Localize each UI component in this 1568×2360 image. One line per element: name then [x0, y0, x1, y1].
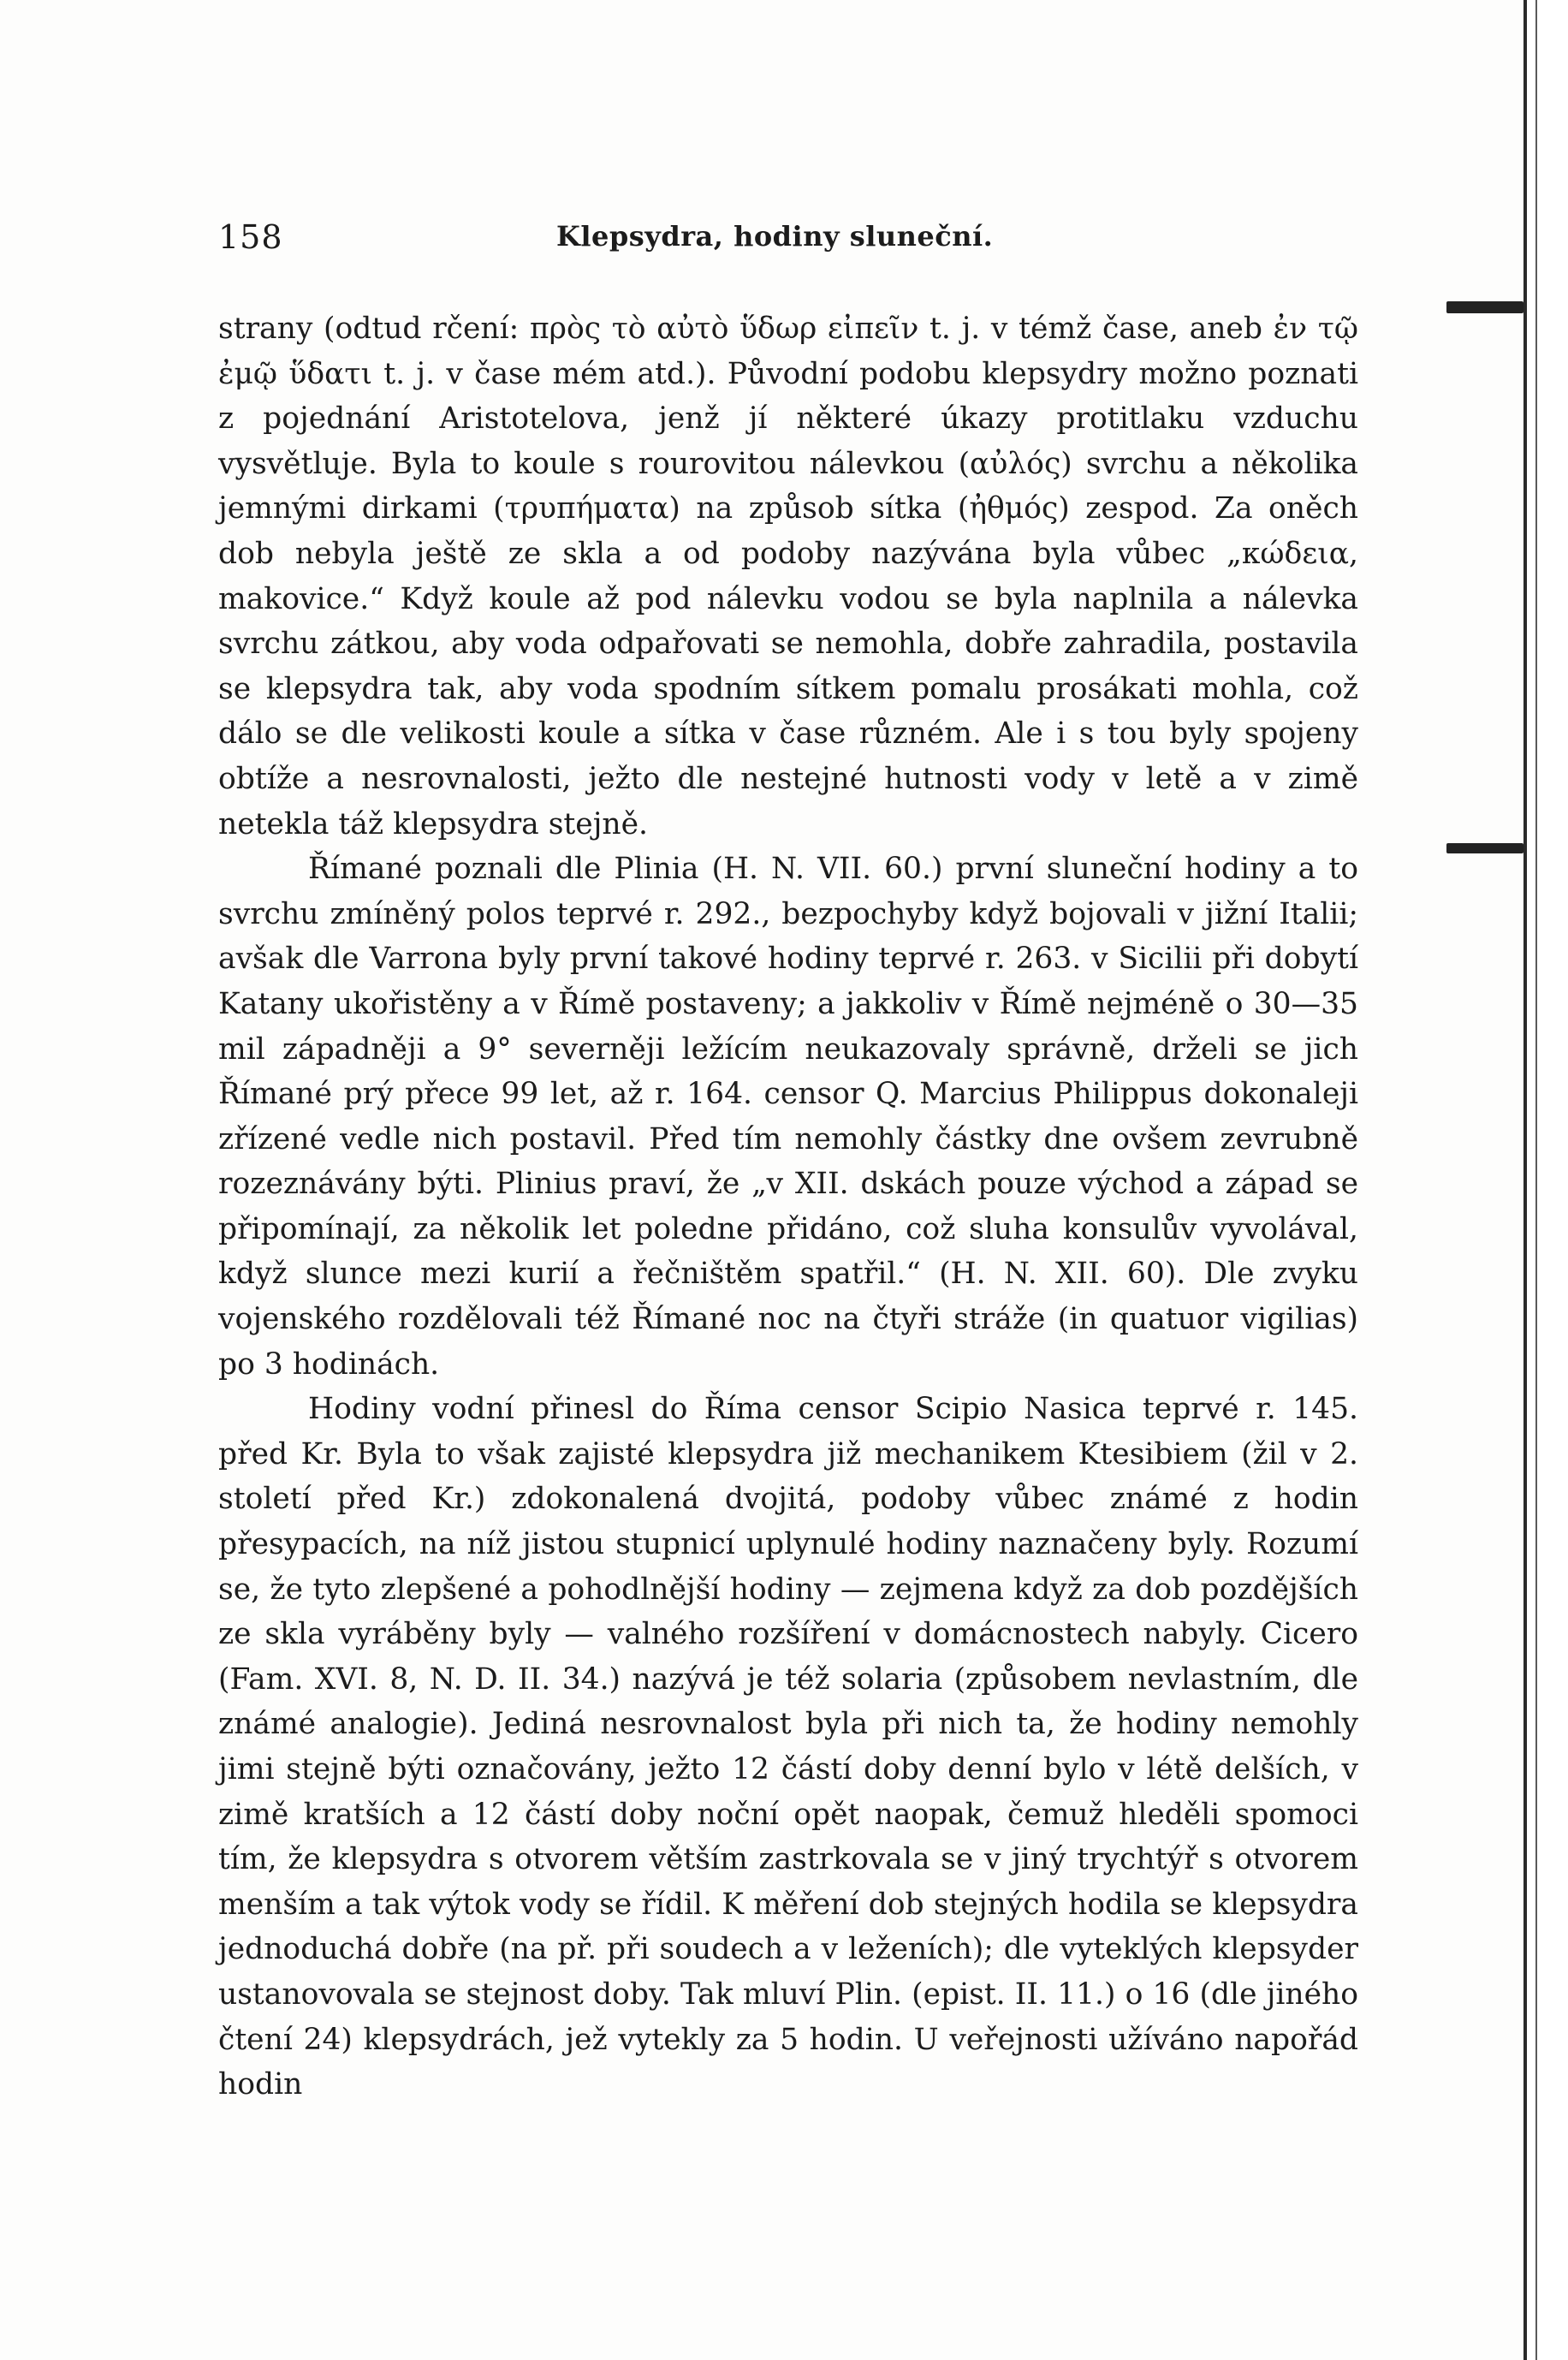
page-header — [218, 218, 1358, 261]
page-number: 158 — [218, 218, 283, 256]
paragraph-1: strany (odtud rčení: πρὸς τὸ αὐτὸ ὕδωρ εἰπεῖν t. j. v témž čase, aneb ἐν τῷ ἐμῷ ὕδατι t. j. v čase mém atd.). Původní podobu klepsydry možno poznati z pojednání Aristotelova, jenž jí některé úkazy protitlaku vzduchu vysvětluje. Byla to koule s rourovitou nálevkou (αὐλός) svrchu a několika jemnými dirkami (τρυπήματα) na způsob sítka (ἠθμός) zespod. Za oněch dob nebyla ještě ze skla a od podoby nazývána byla vůbec „κώδεια, makovice.“ Když koule až pod nálevku vodou se byla naplnila a nálevka svrchu zátkou, aby voda odpařovati se nemohla, dobře zahradila, postavila se klepsydra tak, aby voda spodním sítkem pomalu prosákati mohla, což dálo se dle velikosti koule a sítka v čase různém. Ale i s tou byly spojeny obtíže a nesrovnalosti, ježto dle nestejné hutnosti vody v letě a v zimě netekla táž klepsydra stejně. — [218, 312, 1358, 841]
page-binding-edge — [1523, 0, 1568, 2360]
paragraph-2: Římané poznali dle Plinia (H. N. VII. 60.) první sluneční hodiny a to svrchu zmíněný polos teprvé r. 292., bezpochyby když bojovali v jižní Italii; avšak dle Varrona byly první takové hodiny teprvé r. 263. v Sicilii při dobytí Katany ukořistěny a v Římě postaveny; a jakkoliv v Římě nejméně o 30—35 mil západněji a 9° severněji ležícím neukazovaly správně, drželi se jich Římané prý přece 99 let, až r. 164. censor Q. Marcius Philippus dokonaleji zřízené vedle nich postavil. Před tím nemohly částky dne ovšem zevrubně rozeznávány býti. Plinius praví, že „v XII. dskách pouze východ a západ se připomínají, za několik let poledne přidáno, což sluha konsulův vyvolával, když slunce mezi kurií a řečništěm spatřil.“ (H. N. XII. 60). Dle zvyku vojenského rozdělovali též Římané noc na čtyři stráže (in quatuor vigilias) po 3 hodinách. — [218, 852, 1358, 1382]
ink-mark-middle — [1446, 843, 1523, 853]
paragraph-3: Hodiny vodní přinesl do Říma censor Scipio Nasica teprvé r. 145. před Kr. Byla to však zajisté klepsydra již mechanikem Ktesibiem (žil v 2. století před Kr.) zdokonalená dvojitá, podoby vůbec známé z hodin přesypacích, na níž jistou stupnicí uplynulé hodiny naznačeny byly. Rozumí se, že tyto zlepšené a pohodlnější hodiny — zejmena když za dob pozdějších ze skla vyráběny byly — valného rozšíření v domácnostech nabyly. Cicero (Fam. XVI. 8, N. D. II. 34.) nazývá je též solaria (způsobem nevlastním, dle známé analogie). Jediná nesrovnalost byla při nich ta, že hodiny nemohly jimi stejně býti označovány, ježto 12 částí doby denní bylo v létě delších, v zimě kratších a 12 částí doby noční opět naopak, čemuž hleděli spomoci tím, že klepsydra s otvorem větším zastrkovala se v jiný trychtýř s otvorem menším a tak výtok vody se řídil. K měření dob stejných hodila se klepsydra jednoduchá dobře (na př. při soudech a v leženích); dle vyteklých klepsyder ustanovovala se stejnost doby. Tak mluví Plin. (epist. II. 11.) o 16 (dle jiného čtení 24) klepsydrách, jež vytekly za 5 hodin. U veřejnosti užíváno napořád hodin — [218, 1392, 1358, 2102]
body-text — [218, 306, 1358, 2107]
running-title: Klepsydra, hodiny sluneční. — [556, 220, 994, 253]
ink-mark-top — [1446, 301, 1523, 313]
